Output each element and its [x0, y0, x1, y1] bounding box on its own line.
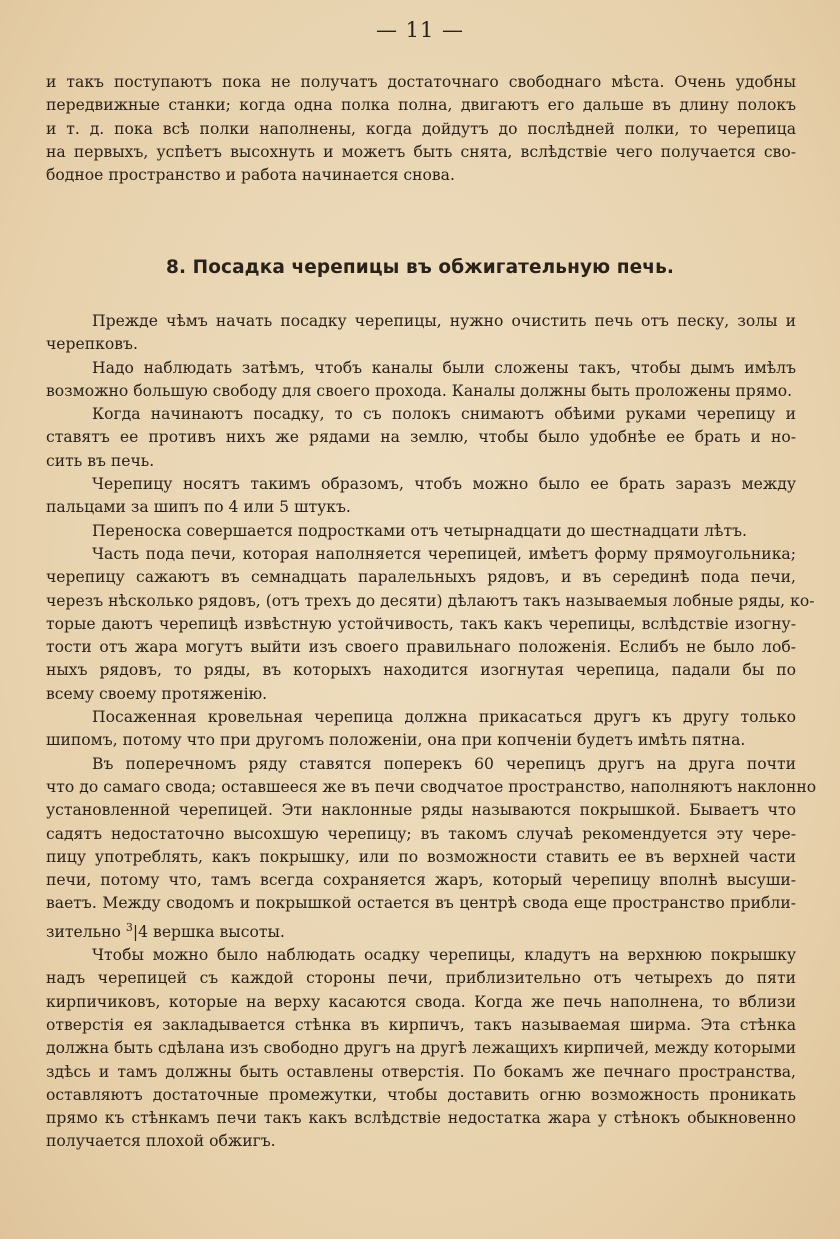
text-line: здѣсь и тамъ должны быть оставлены отверстія. По бокамъ же печнаго пространства,: [46, 1062, 796, 1081]
text-line: Надо наблюдать затѣмъ, чтобъ каналы были сложены такъ, чтобы дымъ имѣлъ: [92, 358, 796, 377]
text-line: всему своему протяженію.: [46, 684, 268, 703]
text-line: черепковъ.: [46, 335, 138, 354]
text-line: бодное пространство и работа начинается снова.: [46, 166, 455, 185]
intro-paragraph: [46, 71, 796, 187]
text-line: садятъ недостаточно высохшую черепицу; въ такомъ случаѣ рекомендуется эту чере-: [46, 824, 796, 843]
text-line: кирпичиковъ, которые на верху касаются свода. Когда же печь наполнена, то вблизи: [46, 992, 796, 1011]
text-line: отверстія ея закладывается стѣнка въ кирпичъ, такъ называемая ширма. Эта стѣнка: [46, 1015, 796, 1034]
text-segment: зительно: [46, 922, 126, 941]
text-line: Черепицу носятъ такимъ образомъ, чтобъ можно было ее брать заразъ между: [92, 475, 796, 494]
text-line: надъ черепицей съ каждой стороны печи, приблизительно отъ четырехъ до пяти: [46, 969, 796, 988]
text-line: [46, 916, 796, 944]
text-line: Часть пода печи, которая наполняется черепицей, имѣетъ форму прямоугольника;: [92, 544, 796, 563]
text-line: пальцами за шипъ по 4 или 5 штукъ.: [46, 498, 351, 517]
page-number: — 11 —: [375, 18, 465, 42]
text-line: Когда начинаютъ посадку, то съ полокъ снимаютъ обѣими руками черепицу и: [92, 405, 796, 424]
text-line: Чтобы можно было наблюдать осадку черепицы, кладутъ на верхнюю покрышку: [92, 946, 796, 965]
text-line: тости отъ жара могутъ выйти изъ своего правильнаго положенія. Еслибъ не было лоб-: [46, 638, 796, 657]
text-line: и такъ поступаютъ пока не получатъ достаточнаго свободнаго мѣста. Очень удобны: [46, 73, 796, 91]
text-line: ваетъ. Между сводомъ и покрышкой остается въ центрѣ свода еще пространство прибли-: [46, 894, 796, 913]
text-line: что до самаго свода; оставшееся же въ печи сводчатое пространство, наполняютъ наклонно: [46, 777, 817, 796]
text-line: Прежде чѣмъ начать посадку черепицы, нужно очистить печь отъ песку, золы и: [92, 312, 796, 330]
fraction-bar: |: [132, 922, 139, 941]
text-line: печи, потому что, тамъ всегда сохраняется жаръ, который черепицу вполнѣ высуши-: [46, 871, 796, 890]
text-line: должна быть сдѣлана изъ свободно другъ на другѣ лежащихъ кирпичей, между которыми: [46, 1039, 796, 1058]
text-line: на первыхъ, успѣетъ высохнуть и можетъ быть снята, вслѣдствіе чего получается сво-: [46, 142, 796, 161]
fraction-denominator: 4: [138, 922, 149, 941]
text-line: ныхъ рядовъ, то ряды, въ которыхъ находится изогнутая черепица, падали бы по: [46, 661, 796, 680]
fraction-numerator: 3: [125, 920, 133, 934]
text-line: торые даютъ черепицѣ извѣстную устойчивость, такъ какъ черепицы, вслѣдствіе изогну-: [46, 614, 796, 633]
section-body: [46, 310, 817, 1154]
text-line: ставятъ ее противъ нихъ же рядами на землю, чтобы было удобнѣе ее брать и но-: [46, 428, 796, 447]
text-line: черепицу сажаютъ въ семнадцать паралельныхъ рядовъ, и въ серединѣ пода печи,: [46, 568, 796, 587]
text-line: передвижные станки; когда одна полка полна, двигаютъ его дальше въ длину полокъ: [46, 96, 796, 115]
text-line: шипомъ, потому что при другомъ положеніи, она при копченіи будетъ имѣть пятна.: [46, 731, 746, 750]
text-line: сить въ печь.: [46, 451, 155, 470]
section-heading: 8. Посадка черепицы въ обжигательную печь.: [165, 257, 674, 278]
text-line: Въ поперечномъ ряду ставятся поперекъ 60 черепицъ другъ на друга почти: [92, 754, 796, 773]
text-segment: вершка высоты.: [148, 922, 285, 941]
text-line: пицу употреблять, какъ покрышку, или по возможности ставить ее въ верхней части: [46, 847, 796, 866]
text-line: оставляютъ достаточные промежутки, чтобы доставить огню возможность проникать: [46, 1085, 796, 1104]
text-line: черезъ нѣсколько рядовъ, (отъ трехъ до десяти) дѣлаютъ такъ называемыя лобные ряды, ко-: [46, 591, 815, 610]
text-line: Переноска совершается подростками отъ четырнадцати до шестнадцати лѣтъ.: [92, 521, 747, 540]
text-line: установленной черепицей. Эти наклонные ряды называются покрышкой. Бываетъ что: [46, 801, 796, 820]
text-line: Посаженная кровельная черепица должна прикасаться другъ къ другу только: [92, 708, 796, 727]
text-line: получается плохой обжигъ.: [46, 1132, 276, 1151]
text-line: прямо къ стѣнкамъ печи такъ какъ вслѣдствіе недостатка жара у стѣнокъ обыкновенно: [46, 1109, 796, 1128]
text-line: и т. д. пока всѣ полки наполнены, когда дойдутъ до послѣдней полки, то черепица: [46, 119, 796, 138]
text-line: возможно большую свободу для своего прохода. Каналы должны быть проложены прямо.: [46, 381, 793, 400]
